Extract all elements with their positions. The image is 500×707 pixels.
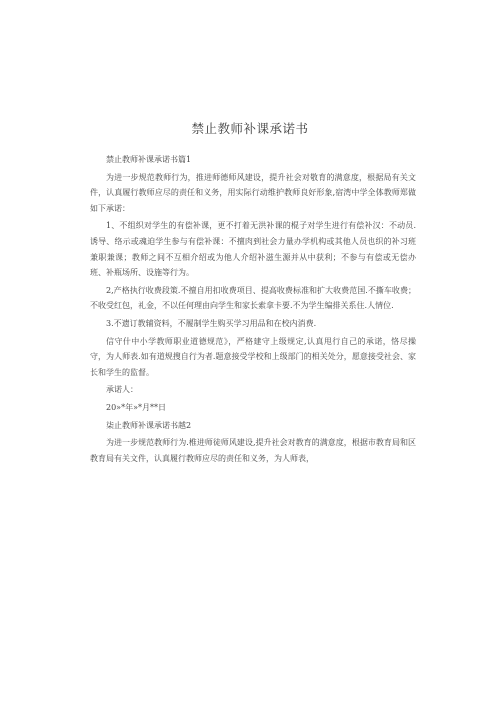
- section-heading-1: 禁止教师补课承诺书篇1: [106, 155, 192, 164]
- intro-paragraph: 为进一步规范教师行为，推进师德师风建设，提升社会对敬育的满意度，根据局有关文件，认真履行教师应尽的责任和义务，用实际行动维护教师良好形象,宿湾中学全体教师郑做如下承诺：: [90, 172, 416, 213]
- commitment-paragraph: 信守什中小学教师职业道德规范》，严格建守上级规定,认真甩行自己的承诺，恪尽操守，为人师表.如有道规搜自行为者.题意接受学校和上级部门的相关处分，愿意接受社会、家长和学生的监督。: [90, 336, 416, 377]
- date-line: 20»*年»*月**日: [106, 402, 166, 412]
- pledge-item-3: 3.不遗订教辅资料，不履制学生购买学习用品和在校内消费.: [106, 318, 317, 328]
- document-body: [90, 152, 416, 468]
- pledge-item-2: 2,产格执行收费段策.不擅自用扣收费项目、提高收费标准和扩大收费范国.不撕车收费；不收受红包，礼金，不以任何理由向学生和家长索拿卡要.不为学生编排关系住.人情位.: [90, 285, 416, 311]
- intro-paragraph-2: 为进一步规范教师行为.椎进师徒师风建设,提升社会对教育的满意度，根据市教育局和区教育局有关文件，认真履行教师应尽的责任和义务，为人师表，: [90, 438, 416, 463]
- document-title: 禁止教师补课承诺书: [191, 121, 309, 136]
- pledge-item-1: 1、不组织对学生的有偿补课，更不打着无洪补课的棍子对学生进行有偿补汉：不动员.诱导、络示或魂迫学生参与有偿补课：不擅肉到社会力量办学机构或其他人员也织的补习班兼职兼课；教师之间不互相介绍或为他人介绍补滋生源并从中获利；不参与有偿或无偿办班、补瓶场所、设施等行为。: [90, 221, 416, 278]
- signatory-label: 承诺人：: [106, 385, 138, 395]
- section-heading-2: 柒止教师补课承诺书越2: [106, 420, 192, 430]
